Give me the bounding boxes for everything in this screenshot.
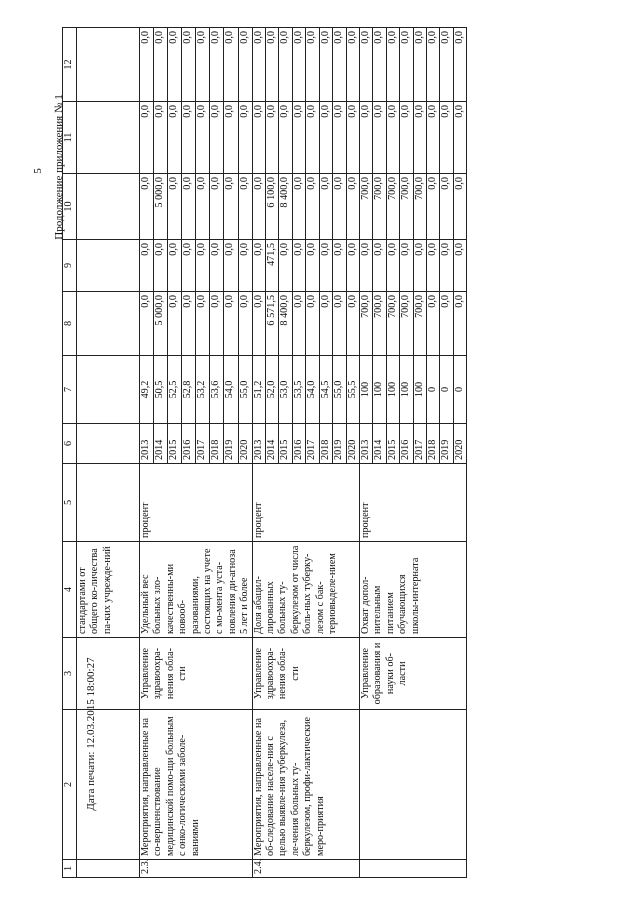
finance-col9-cell: 0,0 <box>346 240 359 292</box>
indicator-value-cell: 53,5 <box>292 356 305 424</box>
table-row <box>359 28 372 878</box>
section-number: 2.4. <box>252 860 359 878</box>
column-number-10: 10 <box>63 174 77 240</box>
finance-col9-cell: 471,5 <box>266 240 279 292</box>
indicator-value-cell: 53,2 <box>196 356 210 424</box>
finance-col9-cell: 0,0 <box>252 240 265 292</box>
finance-col12-cell: 0,0 <box>426 28 439 102</box>
table-row <box>140 28 154 878</box>
finance-total-cell: 0,0 <box>140 292 154 356</box>
year-cell: 2016 <box>292 424 305 464</box>
finance-col9-cell: 0,0 <box>224 240 238 292</box>
indicator-value-cell: 52,8 <box>182 356 196 424</box>
table-row <box>252 28 265 878</box>
rotated-table-container <box>62 28 637 878</box>
finance-total-cell: 0,0 <box>453 292 466 356</box>
year-cell: 2013 <box>252 424 265 464</box>
finance-col10-cell: 0,0 <box>182 174 196 240</box>
finance-col12-cell: 0,0 <box>140 28 154 102</box>
year-cell: 2018 <box>426 424 439 464</box>
indicator-value-cell: 52,5 <box>168 356 182 424</box>
year-cell: 2020 <box>238 424 252 464</box>
finance-col12-cell: 0,0 <box>279 28 292 102</box>
section-executor: Управление образования и науки об-ласти <box>359 638 466 710</box>
finance-col9-cell: 0,0 <box>426 240 439 292</box>
program-table <box>62 27 467 878</box>
indicator-value-cell: 0 <box>453 356 466 424</box>
year-cell: 2016 <box>400 424 413 464</box>
finance-col10-cell: 700,0 <box>400 174 413 240</box>
indicator-value-cell: 100 <box>359 356 372 424</box>
column-number-7: 7 <box>63 356 77 424</box>
year-cell: 2013 <box>140 424 154 464</box>
finance-col10-cell: 0,0 <box>140 174 154 240</box>
finance-col9-cell: 0,0 <box>413 240 426 292</box>
finance-col11-cell: 0,0 <box>413 102 426 174</box>
finance-col10-cell: 6 100,0 <box>266 174 279 240</box>
finance-col12-cell: 0,0 <box>440 28 453 102</box>
page-number: 5 <box>32 168 44 174</box>
finance-total-cell: 700,0 <box>373 292 386 356</box>
indicator-value-cell: 100 <box>413 356 426 424</box>
column-number-8: 8 <box>63 292 77 356</box>
year-cell: 2017 <box>196 424 210 464</box>
finance-col10-cell: 0,0 <box>238 174 252 240</box>
year-cell: 2019 <box>333 424 346 464</box>
finance-col11-cell: 0,0 <box>386 102 399 174</box>
finance-col11-cell: 0,0 <box>154 102 168 174</box>
finance-col9-cell: 0,0 <box>333 240 346 292</box>
finance-col11-cell: 0,0 <box>440 102 453 174</box>
finance-col10-cell: 0,0 <box>346 174 359 240</box>
finance-col10-cell: 0,0 <box>210 174 224 240</box>
section-unit: процент <box>359 464 466 542</box>
finance-col12-cell: 0,0 <box>413 28 426 102</box>
finance-col9-cell: 0,0 <box>196 240 210 292</box>
finance-col10-cell: 0,0 <box>319 174 332 240</box>
column-number-1: 1 <box>63 860 77 878</box>
finance-col9-cell: 0,0 <box>400 240 413 292</box>
indicator-value-cell: 100 <box>373 356 386 424</box>
top-fragment-row <box>77 28 140 878</box>
finance-col12-cell: 0,0 <box>359 28 372 102</box>
section-indicator: Охват допол-нительным питанием обучающихся школы-интерната <box>359 542 466 638</box>
finance-col12-cell: 0,0 <box>333 28 346 102</box>
section-executor: Управление здравоохра-нения обла-сти <box>252 638 359 710</box>
indicator-value-cell: 0 <box>440 356 453 424</box>
finance-col10-cell: 700,0 <box>413 174 426 240</box>
finance-total-cell: 0,0 <box>292 292 305 356</box>
appendix-label: Продолжение приложения № 1 <box>53 94 65 240</box>
finance-col10-cell: 0,0 <box>224 174 238 240</box>
finance-total-cell: 0,0 <box>333 292 346 356</box>
finance-total-cell: 0,0 <box>238 292 252 356</box>
year-cell: 2019 <box>224 424 238 464</box>
finance-total-cell: 0,0 <box>224 292 238 356</box>
finance-col11-cell: 0,0 <box>140 102 154 174</box>
finance-col10-cell: 5 000,0 <box>154 174 168 240</box>
finance-col12-cell: 0,0 <box>210 28 224 102</box>
year-cell: 2015 <box>386 424 399 464</box>
finance-col10-cell: 0,0 <box>333 174 346 240</box>
finance-col11-cell: 0,0 <box>346 102 359 174</box>
finance-col9-cell: 0,0 <box>182 240 196 292</box>
finance-col11-cell: 0,0 <box>279 102 292 174</box>
indicator-value-cell: 55,5 <box>346 356 359 424</box>
finance-col10-cell: 700,0 <box>359 174 372 240</box>
section-number <box>359 860 466 878</box>
finance-col10-cell: 8 400,0 <box>279 174 292 240</box>
finance-col10-cell: 0,0 <box>453 174 466 240</box>
finance-col11-cell: 0,0 <box>224 102 238 174</box>
year-cell: 2013 <box>359 424 372 464</box>
year-cell: 2018 <box>319 424 332 464</box>
year-cell: 2020 <box>453 424 466 464</box>
indicator-value-cell: 53,0 <box>279 356 292 424</box>
column-number-12: 12 <box>63 28 77 102</box>
year-cell: 2014 <box>373 424 386 464</box>
year-cell: 2019 <box>440 424 453 464</box>
section-unit: процент <box>252 464 359 542</box>
finance-col9-cell: 0,0 <box>373 240 386 292</box>
finance-col12-cell: 0,0 <box>306 28 319 102</box>
indicator-value-cell: 53,6 <box>210 356 224 424</box>
column-number-6: 6 <box>63 424 77 464</box>
indicator-value-cell: 55,0 <box>238 356 252 424</box>
finance-total-cell: 700,0 <box>400 292 413 356</box>
finance-col12-cell: 0,0 <box>292 28 305 102</box>
finance-col11-cell: 0,0 <box>319 102 332 174</box>
section-executor: Управление здравоохра-нения обла-сти <box>140 638 253 710</box>
top-fragment-indicator: стандартами от общего ко-личества па-ких учрежде-ний <box>77 542 140 638</box>
finance-col9-cell: 0,0 <box>168 240 182 292</box>
column-number-11: 11 <box>63 102 77 174</box>
finance-col11-cell: 0,0 <box>453 102 466 174</box>
finance-col11-cell: 0,0 <box>238 102 252 174</box>
finance-total-cell: 0,0 <box>426 292 439 356</box>
finance-col10-cell: 700,0 <box>373 174 386 240</box>
finance-total-cell: 0,0 <box>306 292 319 356</box>
finance-col12-cell: 0,0 <box>224 28 238 102</box>
column-number-5: 5 <box>63 464 77 542</box>
finance-col12-cell: 0,0 <box>373 28 386 102</box>
finance-total-cell: 5 000,0 <box>154 292 168 356</box>
indicator-value-cell: 54,0 <box>224 356 238 424</box>
finance-total-cell: 0,0 <box>346 292 359 356</box>
finance-col9-cell: 0,0 <box>292 240 305 292</box>
finance-total-cell: 0,0 <box>252 292 265 356</box>
year-cell: 2017 <box>306 424 319 464</box>
finance-col10-cell: 0,0 <box>306 174 319 240</box>
finance-col11-cell: 0,0 <box>359 102 372 174</box>
finance-total-cell: 6 571,5 <box>266 292 279 356</box>
finance-col9-cell: 0,0 <box>306 240 319 292</box>
section-unit: процент <box>140 464 253 542</box>
finance-col10-cell: 0,0 <box>426 174 439 240</box>
year-cell: 2015 <box>279 424 292 464</box>
indicator-value-cell: 52,0 <box>266 356 279 424</box>
finance-col12-cell: 0,0 <box>238 28 252 102</box>
finance-col9-cell: 0,0 <box>210 240 224 292</box>
finance-col12-cell: 0,0 <box>386 28 399 102</box>
indicator-value-cell: 50,5 <box>154 356 168 424</box>
indicator-value-cell: 54,0 <box>306 356 319 424</box>
indicator-value-cell: 55,0 <box>333 356 346 424</box>
finance-col10-cell: 700,0 <box>386 174 399 240</box>
finance-total-cell: 8 400,0 <box>279 292 292 356</box>
finance-total-cell: 0,0 <box>440 292 453 356</box>
finance-col12-cell: 0,0 <box>400 28 413 102</box>
finance-col9-cell: 0,0 <box>440 240 453 292</box>
finance-total-cell: 700,0 <box>359 292 372 356</box>
section-event: Мероприятия, направленные на со-вершенствование медицинской помо-щи больным с онко-логическими заболе-ваниями <box>140 710 253 860</box>
finance-col12-cell: 0,0 <box>196 28 210 102</box>
finance-col11-cell: 0,0 <box>400 102 413 174</box>
print-date: Дата печати: 12.03.2015 18:00:27 <box>85 657 97 811</box>
finance-col10-cell: 0,0 <box>252 174 265 240</box>
section-event: Мероприятия, направленные на об-следование населе-ния с целью выявле-ния туберкулеза, ле-чения больных ту-беркулезом, профи-лактические меро-приятия <box>252 710 359 860</box>
finance-col11-cell: 0,0 <box>373 102 386 174</box>
finance-col10-cell: 0,0 <box>292 174 305 240</box>
finance-col9-cell: 0,0 <box>319 240 332 292</box>
year-cell: 2014 <box>154 424 168 464</box>
finance-col11-cell: 0,0 <box>252 102 265 174</box>
finance-col11-cell: 0,0 <box>306 102 319 174</box>
finance-col9-cell: 0,0 <box>238 240 252 292</box>
column-number-3: 3 <box>63 638 77 710</box>
section-event <box>359 710 466 860</box>
finance-total-cell: 0,0 <box>210 292 224 356</box>
finance-col12-cell: 0,0 <box>319 28 332 102</box>
year-cell: 2014 <box>266 424 279 464</box>
indicator-value-cell: 49,2 <box>140 356 154 424</box>
finance-col10-cell: 0,0 <box>196 174 210 240</box>
finance-col12-cell: 0,0 <box>266 28 279 102</box>
indicator-value-cell: 0 <box>426 356 439 424</box>
indicator-value-cell: 54,5 <box>319 356 332 424</box>
section-number: 2.3. <box>140 860 253 878</box>
finance-col12-cell: 0,0 <box>453 28 466 102</box>
finance-col11-cell: 0,0 <box>426 102 439 174</box>
finance-col12-cell: 0,0 <box>154 28 168 102</box>
column-number-2: 2 <box>63 710 77 860</box>
finance-col11-cell: 0,0 <box>168 102 182 174</box>
finance-col12-cell: 0,0 <box>182 28 196 102</box>
finance-col10-cell: 0,0 <box>440 174 453 240</box>
finance-col9-cell: 0,0 <box>140 240 154 292</box>
finance-col9-cell: 0,0 <box>359 240 372 292</box>
finance-col10-cell: 0,0 <box>168 174 182 240</box>
finance-total-cell: 0,0 <box>196 292 210 356</box>
finance-total-cell: 0,0 <box>182 292 196 356</box>
indicator-value-cell: 51,2 <box>252 356 265 424</box>
year-cell: 2017 <box>413 424 426 464</box>
finance-col12-cell: 0,0 <box>168 28 182 102</box>
finance-col11-cell: 0,0 <box>210 102 224 174</box>
column-number-4: 4 <box>63 542 77 638</box>
finance-total-cell: 0,0 <box>168 292 182 356</box>
finance-col11-cell: 0,0 <box>266 102 279 174</box>
finance-col9-cell: 0,0 <box>154 240 168 292</box>
year-cell: 2015 <box>168 424 182 464</box>
finance-col12-cell: 0,0 <box>252 28 265 102</box>
year-cell: 2016 <box>182 424 196 464</box>
finance-col9-cell: 0,0 <box>453 240 466 292</box>
finance-total-cell: 700,0 <box>413 292 426 356</box>
finance-col11-cell: 0,0 <box>182 102 196 174</box>
finance-col12-cell: 0,0 <box>346 28 359 102</box>
indicator-value-cell: 100 <box>386 356 399 424</box>
year-cell: 2020 <box>346 424 359 464</box>
section-indicator: Удельный вес больных зло-качественны-ми новооб-разованиями, состоящих на учете с мо-мента уста-новления ди-агноза 5 лет и более <box>140 542 253 638</box>
year-cell: 2018 <box>210 424 224 464</box>
finance-col9-cell: 0,0 <box>386 240 399 292</box>
column-number-row <box>63 28 77 878</box>
finance-total-cell: 0,0 <box>319 292 332 356</box>
column-number-9: 9 <box>63 240 77 292</box>
finance-total-cell: 700,0 <box>386 292 399 356</box>
finance-col11-cell: 0,0 <box>333 102 346 174</box>
section-indicator: Доля абацил-лированных больных ту-беркулезом от числа боль-ных туберку-лезом с бак-териовыделе-нием <box>252 542 359 638</box>
finance-col11-cell: 0,0 <box>292 102 305 174</box>
finance-col11-cell: 0,0 <box>196 102 210 174</box>
finance-col9-cell: 0,0 <box>279 240 292 292</box>
indicator-value-cell: 100 <box>400 356 413 424</box>
